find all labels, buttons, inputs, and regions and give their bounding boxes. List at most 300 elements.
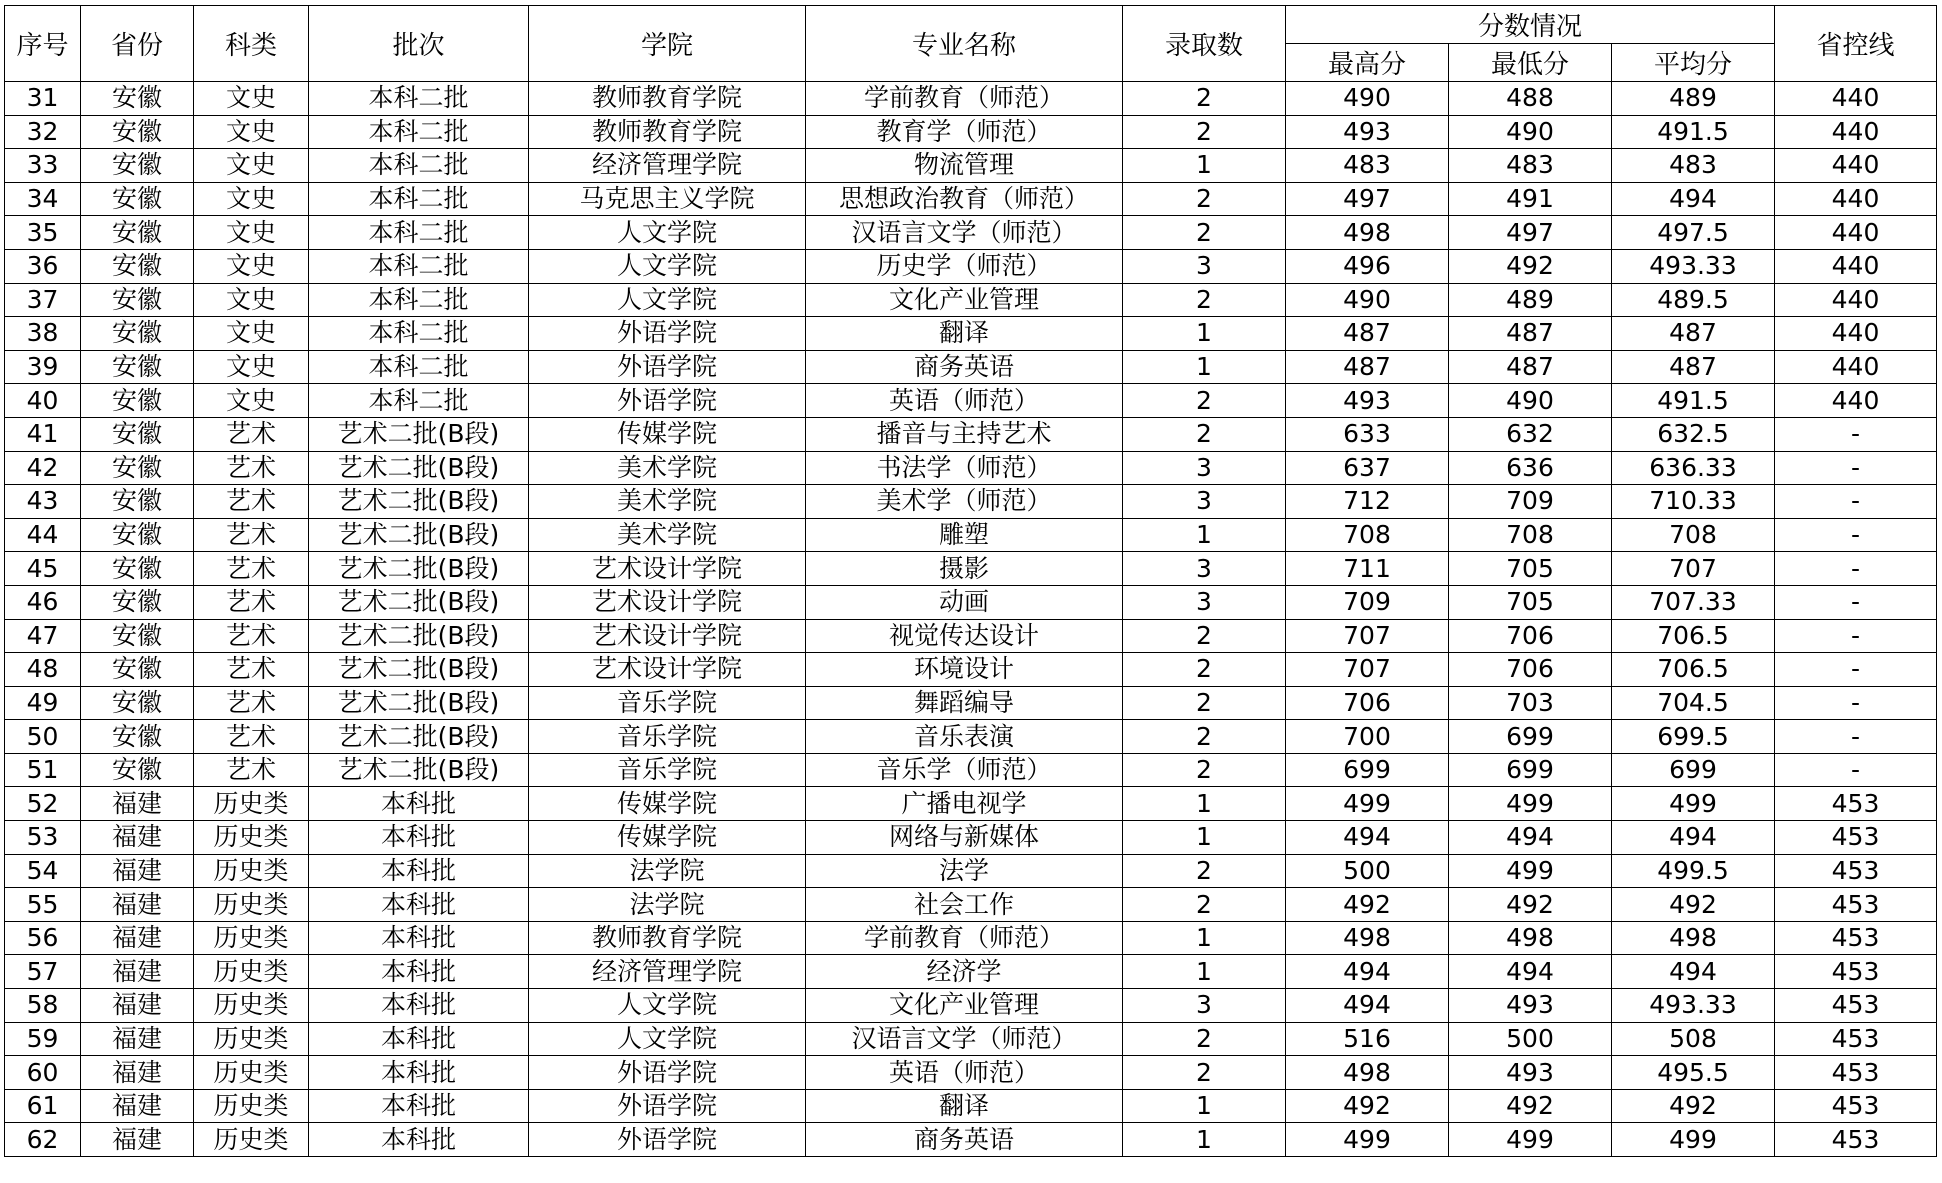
cell-max: 499 [1286,787,1449,821]
cell-min: 487 [1449,317,1612,351]
cell-min: 632 [1449,417,1612,451]
cell-category: 历史类 [194,1022,309,1056]
cell-min: 490 [1449,384,1612,418]
cell-admitted: 3 [1123,585,1286,619]
cell-line: 440 [1775,216,1937,250]
cell-college: 法学院 [529,888,806,922]
cell-line: 440 [1775,350,1937,384]
cell-avg: 492 [1612,1089,1775,1123]
cell-province: 安徽 [81,283,194,317]
table-row [5,283,1937,317]
cell-category: 历史类 [194,821,309,855]
cell-avg: 497.5 [1612,216,1775,250]
cell-line: 440 [1775,249,1937,283]
cell-admitted: 3 [1123,989,1286,1023]
table-header [5,6,1937,82]
cell-batch: 本科批 [309,1056,529,1090]
cell-min: 491 [1449,182,1612,216]
cell-major: 教育学（师范） [806,115,1123,149]
header-admitted: 录取数 [1123,6,1286,82]
cell-college: 音乐学院 [529,753,806,787]
cell-avg: 707.33 [1612,585,1775,619]
cell-category: 艺术 [194,451,309,485]
cell-category: 历史类 [194,921,309,955]
cell-batch: 艺术二批(B段) [309,518,529,552]
cell-batch: 本科批 [309,989,529,1023]
cell-min: 636 [1449,451,1612,485]
cell-min: 706 [1449,619,1612,653]
cell-admitted: 2 [1123,82,1286,116]
cell-major: 播音与主持艺术 [806,417,1123,451]
cell-seq: 34 [5,182,81,216]
header-max: 最高分 [1286,44,1449,82]
cell-max: 492 [1286,1089,1449,1123]
table-row [5,955,1937,989]
cell-category: 艺术 [194,653,309,687]
cell-province: 福建 [81,888,194,922]
cell-avg: 708 [1612,518,1775,552]
cell-admitted: 2 [1123,216,1286,250]
cell-max: 700 [1286,720,1449,754]
cell-line: - [1775,417,1937,451]
cell-line: 453 [1775,1123,1937,1157]
cell-avg: 499 [1612,1123,1775,1157]
header-score-group: 分数情况 [1286,6,1775,44]
cell-seq: 31 [5,82,81,116]
cell-min: 703 [1449,686,1612,720]
cell-line: - [1775,451,1937,485]
cell-seq: 37 [5,283,81,317]
cell-min: 499 [1449,1123,1612,1157]
cell-batch: 本科二批 [309,283,529,317]
cell-seq: 41 [5,417,81,451]
cell-seq: 42 [5,451,81,485]
cell-major: 翻译 [806,317,1123,351]
cell-max: 498 [1286,1056,1449,1090]
cell-major: 思想政治教育（师范） [806,182,1123,216]
cell-max: 708 [1286,518,1449,552]
cell-province: 福建 [81,1056,194,1090]
cell-category: 艺术 [194,619,309,653]
cell-avg: 489 [1612,82,1775,116]
cell-seq: 43 [5,485,81,519]
cell-admitted: 3 [1123,249,1286,283]
cell-college: 艺术设计学院 [529,619,806,653]
cell-category: 文史 [194,249,309,283]
cell-batch: 艺术二批(B段) [309,417,529,451]
cell-min: 492 [1449,888,1612,922]
cell-college: 美术学院 [529,485,806,519]
cell-category: 文史 [194,82,309,116]
cell-line: - [1775,518,1937,552]
cell-seq: 46 [5,585,81,619]
table-row [5,417,1937,451]
cell-line: - [1775,686,1937,720]
cell-line: 453 [1775,1056,1937,1090]
cell-batch: 本科二批 [309,350,529,384]
cell-province: 安徽 [81,619,194,653]
cell-college: 传媒学院 [529,787,806,821]
cell-min: 497 [1449,216,1612,250]
cell-admitted: 2 [1123,888,1286,922]
table-row [5,921,1937,955]
cell-admitted: 2 [1123,619,1286,653]
cell-admitted: 2 [1123,283,1286,317]
cell-min: 706 [1449,653,1612,687]
cell-max: 492 [1286,888,1449,922]
table-row [5,451,1937,485]
cell-seq: 49 [5,686,81,720]
cell-avg: 491.5 [1612,115,1775,149]
cell-batch: 本科二批 [309,149,529,183]
cell-category: 文史 [194,115,309,149]
cell-batch: 本科二批 [309,115,529,149]
cell-max: 499 [1286,1123,1449,1157]
cell-admitted: 1 [1123,1089,1286,1123]
cell-max: 709 [1286,585,1449,619]
cell-major: 动画 [806,585,1123,619]
cell-avg: 495.5 [1612,1056,1775,1090]
header-min: 最低分 [1449,44,1612,82]
cell-category: 艺术 [194,417,309,451]
cell-avg: 704.5 [1612,686,1775,720]
cell-major: 物流管理 [806,149,1123,183]
table-row [5,686,1937,720]
cell-max: 706 [1286,686,1449,720]
cell-admitted: 2 [1123,417,1286,451]
cell-max: 712 [1286,485,1449,519]
cell-min: 483 [1449,149,1612,183]
cell-line: 453 [1775,921,1937,955]
cell-major: 学前教育（师范） [806,921,1123,955]
cell-batch: 艺术二批(B段) [309,720,529,754]
cell-line: - [1775,585,1937,619]
cell-province: 福建 [81,1089,194,1123]
cell-college: 人文学院 [529,989,806,1023]
cell-seq: 51 [5,753,81,787]
cell-batch: 艺术二批(B段) [309,552,529,586]
cell-category: 艺术 [194,585,309,619]
cell-major: 商务英语 [806,1123,1123,1157]
cell-province: 安徽 [81,82,194,116]
cell-college: 人文学院 [529,249,806,283]
cell-province: 福建 [81,1123,194,1157]
cell-max: 516 [1286,1022,1449,1056]
cell-admitted: 1 [1123,1123,1286,1157]
cell-college: 外语学院 [529,1123,806,1157]
cell-major: 英语（师范） [806,384,1123,418]
cell-min: 493 [1449,989,1612,1023]
cell-seq: 33 [5,149,81,183]
cell-avg: 489.5 [1612,283,1775,317]
table-row [5,1089,1937,1123]
cell-avg: 493.33 [1612,249,1775,283]
cell-category: 历史类 [194,989,309,1023]
cell-province: 安徽 [81,216,194,250]
header-college: 学院 [529,6,806,82]
cell-batch: 本科批 [309,787,529,821]
cell-avg: 707 [1612,552,1775,586]
cell-province: 福建 [81,854,194,888]
cell-category: 艺术 [194,753,309,787]
cell-major: 经济学 [806,955,1123,989]
cell-college: 艺术设计学院 [529,552,806,586]
table-row [5,585,1937,619]
header-major: 专业名称 [806,6,1123,82]
table-row [5,317,1937,351]
cell-min: 492 [1449,249,1612,283]
cell-major: 环境设计 [806,653,1123,687]
cell-category: 艺术 [194,518,309,552]
cell-seq: 50 [5,720,81,754]
cell-line: - [1775,653,1937,687]
cell-seq: 56 [5,921,81,955]
cell-admitted: 2 [1123,686,1286,720]
table-row [5,350,1937,384]
cell-seq: 38 [5,317,81,351]
cell-province: 安徽 [81,350,194,384]
cell-major: 视觉传达设计 [806,619,1123,653]
cell-max: 487 [1286,350,1449,384]
cell-college: 外语学院 [529,384,806,418]
cell-province: 安徽 [81,720,194,754]
cell-min: 499 [1449,854,1612,888]
cell-line: 440 [1775,384,1937,418]
header-line: 省控线 [1775,6,1937,82]
cell-college: 教师教育学院 [529,921,806,955]
cell-line: - [1775,485,1937,519]
cell-province: 安徽 [81,384,194,418]
cell-line: 440 [1775,317,1937,351]
table-row [5,182,1937,216]
cell-major: 汉语言文学（师范） [806,216,1123,250]
cell-admitted: 1 [1123,518,1286,552]
cell-min: 488 [1449,82,1612,116]
cell-min: 498 [1449,921,1612,955]
cell-seq: 54 [5,854,81,888]
cell-major: 文化产业管理 [806,989,1123,1023]
cell-batch: 本科二批 [309,249,529,283]
cell-batch: 艺术二批(B段) [309,686,529,720]
cell-max: 699 [1286,753,1449,787]
cell-avg: 699.5 [1612,720,1775,754]
cell-max: 483 [1286,149,1449,183]
cell-avg: 494 [1612,821,1775,855]
cell-max: 498 [1286,921,1449,955]
table-row [5,720,1937,754]
cell-college: 音乐学院 [529,720,806,754]
cell-admitted: 2 [1123,720,1286,754]
cell-batch: 艺术二批(B段) [309,619,529,653]
cell-avg: 498 [1612,921,1775,955]
cell-avg: 706.5 [1612,619,1775,653]
cell-seq: 53 [5,821,81,855]
cell-line: 440 [1775,115,1937,149]
cell-max: 493 [1286,384,1449,418]
cell-seq: 35 [5,216,81,250]
cell-max: 494 [1286,955,1449,989]
cell-college: 教师教育学院 [529,82,806,116]
cell-line: 453 [1775,1089,1937,1123]
cell-category: 历史类 [194,854,309,888]
cell-seq: 39 [5,350,81,384]
cell-college: 马克思主义学院 [529,182,806,216]
cell-line: - [1775,619,1937,653]
cell-major: 音乐表演 [806,720,1123,754]
cell-province: 福建 [81,921,194,955]
header-batch: 批次 [309,6,529,82]
cell-min: 492 [1449,1089,1612,1123]
cell-batch: 本科批 [309,888,529,922]
cell-line: 453 [1775,888,1937,922]
cell-admitted: 2 [1123,753,1286,787]
cell-min: 709 [1449,485,1612,519]
cell-avg: 487 [1612,317,1775,351]
cell-admitted: 1 [1123,317,1286,351]
cell-admitted: 2 [1123,1056,1286,1090]
cell-major: 雕塑 [806,518,1123,552]
cell-max: 707 [1286,653,1449,687]
cell-college: 经济管理学院 [529,149,806,183]
table-row [5,653,1937,687]
cell-province: 安徽 [81,552,194,586]
cell-province: 安徽 [81,149,194,183]
table-row [5,787,1937,821]
cell-avg: 632.5 [1612,417,1775,451]
cell-admitted: 1 [1123,921,1286,955]
cell-college: 传媒学院 [529,821,806,855]
cell-major: 社会工作 [806,888,1123,922]
header-avg: 平均分 [1612,44,1775,82]
cell-avg: 487 [1612,350,1775,384]
cell-major: 网络与新媒体 [806,821,1123,855]
cell-category: 文史 [194,182,309,216]
cell-college: 人文学院 [529,216,806,250]
cell-min: 500 [1449,1022,1612,1056]
cell-max: 487 [1286,317,1449,351]
cell-min: 487 [1449,350,1612,384]
cell-avg: 493.33 [1612,989,1775,1023]
cell-batch: 艺术二批(B段) [309,451,529,485]
cell-seq: 36 [5,249,81,283]
cell-admitted: 2 [1123,1022,1286,1056]
cell-min: 490 [1449,115,1612,149]
cell-major: 音乐学（师范） [806,753,1123,787]
cell-max: 637 [1286,451,1449,485]
cell-avg: 494 [1612,182,1775,216]
cell-min: 493 [1449,1056,1612,1090]
cell-category: 文史 [194,149,309,183]
cell-major: 摄影 [806,552,1123,586]
cell-major: 广播电视学 [806,787,1123,821]
cell-admitted: 3 [1123,485,1286,519]
cell-category: 艺术 [194,485,309,519]
cell-category: 文史 [194,283,309,317]
cell-province: 安徽 [81,653,194,687]
cell-seq: 40 [5,384,81,418]
cell-admitted: 1 [1123,955,1286,989]
cell-category: 艺术 [194,552,309,586]
cell-province: 安徽 [81,115,194,149]
cell-seq: 62 [5,1123,81,1157]
cell-seq: 59 [5,1022,81,1056]
cell-seq: 60 [5,1056,81,1090]
cell-batch: 本科二批 [309,182,529,216]
table-row [5,552,1937,586]
cell-max: 490 [1286,82,1449,116]
cell-max: 711 [1286,552,1449,586]
cell-max: 494 [1286,989,1449,1023]
cell-major: 学前教育（师范） [806,82,1123,116]
table-row [5,518,1937,552]
cell-province: 安徽 [81,485,194,519]
cell-min: 699 [1449,753,1612,787]
cell-category: 文史 [194,216,309,250]
cell-batch: 本科批 [309,1022,529,1056]
cell-admitted: 2 [1123,182,1286,216]
cell-line: 453 [1775,989,1937,1023]
cell-category: 历史类 [194,1089,309,1123]
cell-major: 法学 [806,854,1123,888]
cell-batch: 本科批 [309,1089,529,1123]
cell-avg: 636.33 [1612,451,1775,485]
cell-avg: 710.33 [1612,485,1775,519]
cell-province: 福建 [81,1022,194,1056]
cell-batch: 艺术二批(B段) [309,653,529,687]
cell-seq: 57 [5,955,81,989]
cell-college: 美术学院 [529,451,806,485]
cell-major: 历史学（师范） [806,249,1123,283]
cell-college: 人文学院 [529,283,806,317]
cell-category: 历史类 [194,955,309,989]
cell-admitted: 1 [1123,149,1286,183]
cell-line: 453 [1775,955,1937,989]
table-row [5,753,1937,787]
cell-batch: 本科二批 [309,216,529,250]
cell-college: 外语学院 [529,1056,806,1090]
table-row [5,619,1937,653]
cell-batch: 本科二批 [309,384,529,418]
cell-category: 艺术 [194,720,309,754]
table-row [5,888,1937,922]
cell-college: 音乐学院 [529,686,806,720]
cell-major: 商务英语 [806,350,1123,384]
cell-category: 历史类 [194,1056,309,1090]
cell-avg: 494 [1612,955,1775,989]
cell-college: 经济管理学院 [529,955,806,989]
cell-college: 美术学院 [529,518,806,552]
cell-admitted: 1 [1123,821,1286,855]
cell-province: 安徽 [81,518,194,552]
header-province: 省份 [81,6,194,82]
cell-avg: 699 [1612,753,1775,787]
cell-batch: 本科批 [309,854,529,888]
cell-college: 艺术设计学院 [529,585,806,619]
table-row [5,82,1937,116]
cell-seq: 45 [5,552,81,586]
cell-min: 705 [1449,585,1612,619]
cell-line: 453 [1775,854,1937,888]
cell-province: 福建 [81,821,194,855]
admission-score-table-container [4,5,1936,1157]
cell-admitted: 2 [1123,854,1286,888]
cell-seq: 58 [5,989,81,1023]
cell-province: 安徽 [81,182,194,216]
cell-line: 440 [1775,149,1937,183]
cell-province: 安徽 [81,585,194,619]
table-row [5,989,1937,1023]
table-row [5,149,1937,183]
